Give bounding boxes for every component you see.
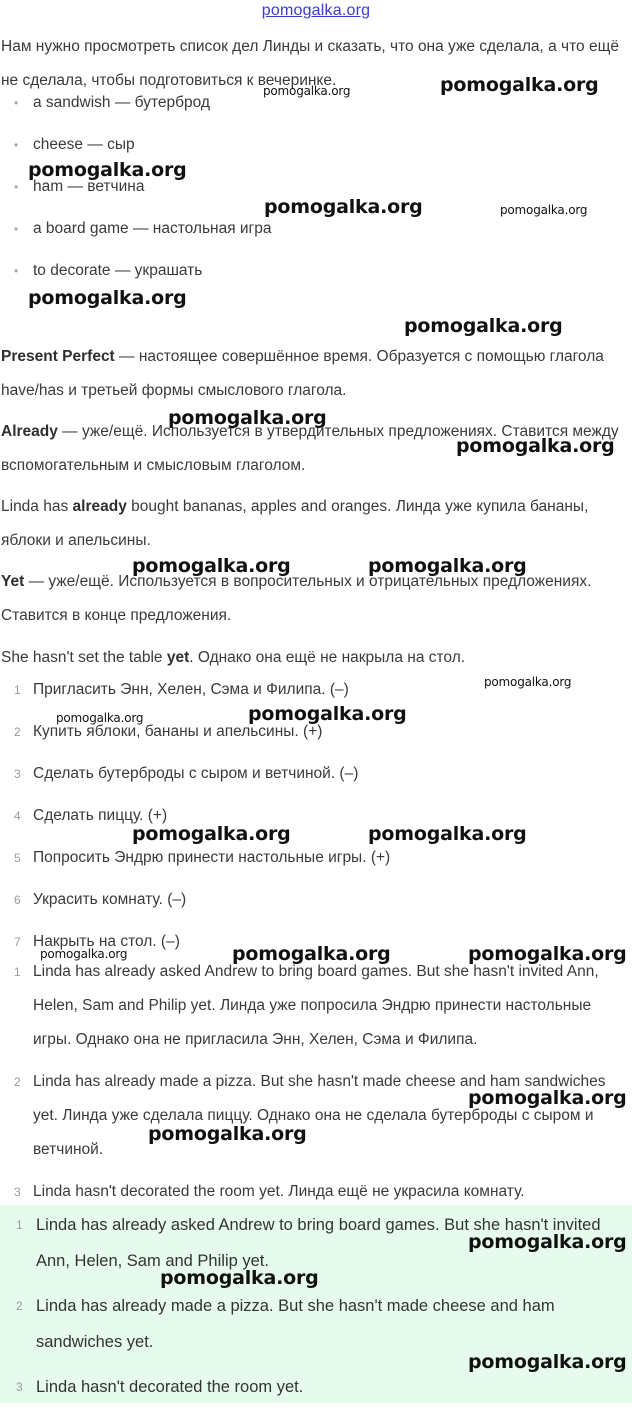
answer-text: Linda hasn't decorated the room yet. Линда ещё не украсила комнату. bbox=[33, 1183, 525, 1200]
example-text: bought bananas, apples and oranges. Линда уже купила бананы, яблоки и апельсины. bbox=[1, 498, 589, 549]
list-number: 2 bbox=[16, 1299, 23, 1313]
task-item bbox=[14, 883, 390, 925]
task-text: Украсить комнату. (–) bbox=[33, 891, 187, 908]
watermark: pomogalka.org bbox=[468, 943, 627, 965]
term-present-perfect: Present Perfect bbox=[1, 348, 115, 365]
list-number: 3 bbox=[16, 1380, 23, 1394]
list-number: 6 bbox=[14, 893, 21, 907]
term-yet: Yet bbox=[1, 573, 25, 590]
answer-text: Linda has already made a pizza. But she hasn't made cheese and ham sandwiches yet. Линда уже сделала пиццу. Однако она не сделала бутерброды с сыром и ветчиной. bbox=[33, 1073, 606, 1158]
watermark: pomogalka.org bbox=[484, 675, 572, 689]
watermark: pomogalka.org bbox=[132, 823, 291, 845]
watermark: pomogalka.org bbox=[500, 203, 588, 217]
task-text: Сделать пиццу. (+) bbox=[33, 807, 168, 824]
final-answer-text: Linda hasn't decorated the room yet. bbox=[36, 1378, 304, 1396]
watermark: pomogalka.org bbox=[132, 555, 291, 577]
list-number: 7 bbox=[14, 935, 21, 949]
task-item bbox=[14, 757, 390, 799]
watermark: pomogalka.org bbox=[468, 1351, 627, 1373]
watermark: pomogalka.org bbox=[56, 711, 144, 725]
list-number: 3 bbox=[14, 767, 21, 781]
task-item bbox=[14, 841, 390, 883]
answer-item bbox=[14, 1175, 626, 1209]
watermark: pomogalka.org bbox=[248, 703, 407, 725]
answer-item bbox=[14, 1065, 626, 1167]
task-text: Накрыть на стол. (–) bbox=[33, 933, 180, 950]
watermark: pomogalka.org bbox=[148, 1123, 307, 1145]
task-text: Попросить Эндрю принести настольные игры. (+) bbox=[33, 849, 391, 866]
rule-text: — уже/ещё. Используется в утвердительных предложениях. Ставится между вспомогательным и смысловым глаголом. bbox=[1, 423, 619, 474]
vocab-item: • a sandwish — бутерброд bbox=[14, 86, 271, 128]
task-text: Сделать бутерброды с сыром и ветчиной. (–) bbox=[33, 765, 359, 782]
list-number: 3 bbox=[14, 1185, 21, 1199]
task-text: Купить яблоки, бананы и апельсины. (+) bbox=[33, 723, 323, 740]
present-perfect-rule bbox=[1, 340, 631, 408]
final-answer-text: Linda has already made a pizza. But she hasn't made cheese and ham sandwiches yet. bbox=[36, 1297, 555, 1351]
watermark: pomogalka.org bbox=[368, 823, 527, 845]
example-bold: already bbox=[72, 498, 127, 515]
vocab-item: • to decorate — украшать bbox=[14, 254, 271, 296]
example-text: . Однако она ещё не накрыла на стол. bbox=[189, 649, 466, 666]
vocab-item: • a board game — настольная игра bbox=[14, 212, 271, 254]
watermark: pomogalka.org bbox=[468, 1231, 627, 1253]
intro-text: Нам нужно просмотреть список дел Линды и сказать, что она уже сделала, а что ещё не сделала, чтобы подготовиться к вечеринке. bbox=[1, 38, 619, 89]
list-number: 1 bbox=[14, 965, 21, 979]
final-answer-item bbox=[16, 1288, 616, 1360]
watermark: pomogalka.org bbox=[263, 84, 351, 98]
watermark: pomogalka.org bbox=[40, 947, 128, 961]
list-number: 2 bbox=[14, 725, 21, 739]
watermark: pomogalka.org bbox=[160, 1267, 319, 1289]
answer-text: Linda has already asked Andrew to bring board games. But she hasn't invited Ann, Helen, Sam and Philip yet. Линда уже попросила Эндрю принести настольные игры. Однако она не пригласила Энн, Хелен, Сэма и Филипа. bbox=[33, 963, 599, 1048]
watermark: pomogalka.org bbox=[368, 555, 527, 577]
rule-text: — настоящее совершённое время. Образуется с помощью глагола have/has и третьей формы смыслового глагола. bbox=[1, 348, 604, 399]
example-bold: yet bbox=[166, 649, 190, 666]
already-example bbox=[1, 490, 631, 558]
watermark: pomogalka.org bbox=[28, 159, 187, 181]
final-answer-item bbox=[16, 1369, 616, 1405]
watermark: pomogalka.org bbox=[168, 407, 327, 429]
watermark: pomogalka.org bbox=[232, 943, 391, 965]
list-number: 2 bbox=[14, 1075, 21, 1089]
list-number: 1 bbox=[16, 1218, 23, 1232]
yet-example bbox=[1, 641, 631, 675]
example-text: She hasn't set the table bbox=[1, 649, 167, 666]
rule-text: — уже/ещё. Используется в вопросительных и отрицательных предложениях. Ставится в конце предложения. bbox=[1, 573, 592, 624]
answer-list bbox=[14, 955, 626, 1217]
task-text: Пригласить Энн, Хелен, Сэма и Филипа. (–) bbox=[33, 681, 349, 698]
watermark: pomogalka.org bbox=[404, 315, 563, 337]
answer-item bbox=[14, 955, 626, 1057]
watermark: pomogalka.org bbox=[468, 1087, 627, 1109]
yet-rule bbox=[1, 565, 631, 633]
example-text: Linda has bbox=[1, 498, 73, 515]
watermark: pomogalka.org bbox=[28, 287, 187, 309]
term-already: Already bbox=[1, 423, 58, 440]
list-number: 5 bbox=[14, 851, 21, 865]
final-answer-text: Linda has already asked Andrew to bring board games. But she hasn't invited Ann, Helen, Sam and Philip yet. bbox=[36, 1216, 601, 1270]
vocab-item: • ham — ветчина bbox=[14, 170, 271, 212]
list-number: 4 bbox=[14, 809, 21, 823]
watermark: pomogalka.org bbox=[456, 435, 615, 457]
watermark: pomogalka.org bbox=[440, 74, 599, 96]
vocab-list bbox=[14, 86, 271, 296]
vocab-item: • cheese — сыр bbox=[14, 128, 271, 170]
watermark: pomogalka.org bbox=[264, 196, 423, 218]
list-number: 1 bbox=[14, 683, 21, 697]
site-link[interactable]: pomogalka.org bbox=[261, 2, 371, 19]
